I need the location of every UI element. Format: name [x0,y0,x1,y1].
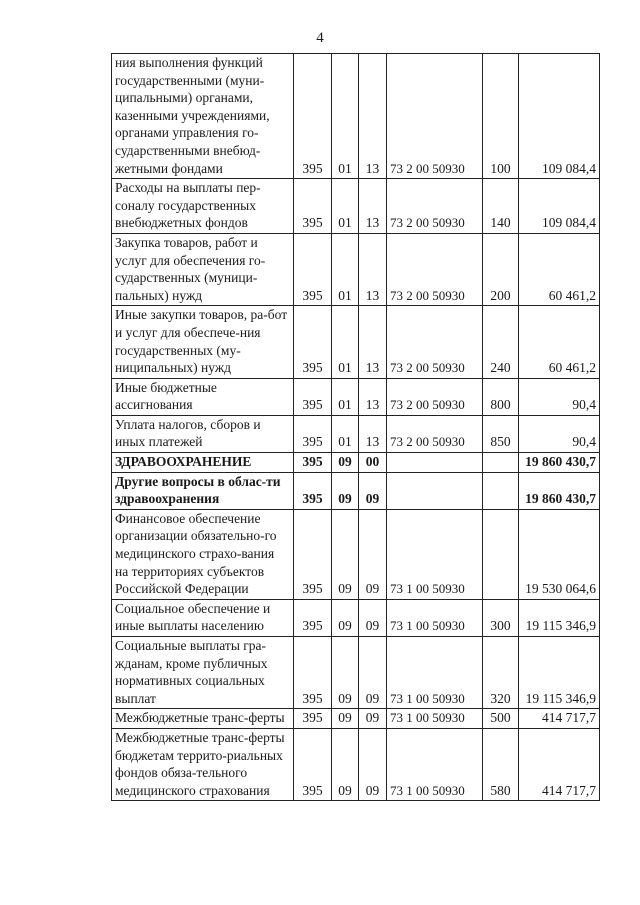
section-code-cell: 09 [332,709,359,729]
amount-cell: 109 084,4 [519,179,600,234]
expense-type-cell [483,509,519,599]
amount-cell: 19 530 064,6 [519,509,600,599]
row-name-cell: Межбюджетные транс-ферты бюджетам террито-риальных фондов обяза-тельного медицинского страхования [112,728,294,800]
row-name-cell: Межбюджетные транс-ферты [112,709,294,729]
target-article-cell: 73 1 00 50930 [387,637,483,709]
subsection-code-cell: 00 [359,453,387,473]
table-row [112,54,600,179]
subsection-code-cell: 13 [359,54,387,179]
page-number: 4 [316,30,324,46]
section-code-cell: 09 [332,509,359,599]
ved-code-cell: 395 [294,233,332,305]
amount-cell: 19 860 430,7 [519,472,600,509]
ved-code-cell: 395 [294,179,332,234]
ved-code-cell: 395 [294,453,332,473]
target-article-cell [387,453,483,473]
budget-table-body [112,54,600,801]
section-code-cell: 01 [332,378,359,415]
amount-cell: 90,4 [519,415,600,452]
target-article-cell: 73 2 00 50930 [387,378,483,415]
expense-type-cell: 140 [483,179,519,234]
amount-cell: 90,4 [519,378,600,415]
ved-code-cell: 395 [294,306,332,378]
row-name-cell: Уплата налогов, сборов и иных платежей [112,415,294,452]
section-code-cell: 01 [332,54,359,179]
expense-type-cell: 300 [483,599,519,636]
row-name-cell: ЗДРАВООХРАНЕНИЕ [112,453,294,473]
table-row [112,599,600,636]
subsection-code-cell: 09 [359,728,387,800]
target-article-cell: 73 2 00 50930 [387,179,483,234]
section-code-cell: 01 [332,306,359,378]
target-article-cell: 73 2 00 50930 [387,233,483,305]
row-name-cell: Социальное обеспечение и иные выплаты населению [112,599,294,636]
subsection-code-cell: 13 [359,179,387,234]
table-row [112,472,600,509]
target-article-cell: 73 1 00 50930 [387,728,483,800]
table-row [112,306,600,378]
subsection-code-cell: 13 [359,306,387,378]
section-code-cell: 09 [332,453,359,473]
section-code-cell: 09 [332,472,359,509]
subsection-code-cell: 09 [359,709,387,729]
table-row [112,709,600,729]
ved-code-cell: 395 [294,599,332,636]
amount-cell: 60 461,2 [519,233,600,305]
expense-type-cell: 580 [483,728,519,800]
section-code-cell: 09 [332,599,359,636]
table-row [112,233,600,305]
ved-code-cell: 395 [294,415,332,452]
target-article-cell: 73 1 00 50930 [387,599,483,636]
expense-type-cell: 240 [483,306,519,378]
section-code-cell: 09 [332,728,359,800]
row-name-cell: Финансовое обеспечение организации обязательно-го медицинского страхо-вания на территориях субъектов Российской Федерации [112,509,294,599]
amount-cell: 60 461,2 [519,306,600,378]
expense-type-cell: 200 [483,233,519,305]
ved-code-cell: 395 [294,509,332,599]
row-name-cell: Другие вопросы в облас-ти здравоохранения [112,472,294,509]
table-row [112,637,600,709]
amount-cell: 19 115 346,9 [519,599,600,636]
section-code-cell: 01 [332,415,359,452]
row-name-cell: Социальные выплаты гра-жданам, кроме публичных нормативных социальных выплат [112,637,294,709]
ved-code-cell: 395 [294,472,332,509]
subsection-code-cell: 09 [359,472,387,509]
table-row [112,728,600,800]
amount-cell: 19 115 346,9 [519,637,600,709]
ved-code-cell: 395 [294,709,332,729]
amount-cell: 414 717,7 [519,709,600,729]
row-name-cell: Расходы на выплаты пер-соналу государственных внебюджетных фондов [112,179,294,234]
target-article-cell [387,472,483,509]
table-row [112,378,600,415]
expense-type-cell: 320 [483,637,519,709]
target-article-cell: 73 2 00 50930 [387,54,483,179]
expense-type-cell: 500 [483,709,519,729]
table-row [112,509,600,599]
expense-type-cell [483,453,519,473]
row-name-cell: Иные закупки товаров, ра-бот и услуг для обеспече-ния государственных (му-ниципальных) нужд [112,306,294,378]
target-article-cell: 73 1 00 50930 [387,509,483,599]
section-code-cell: 01 [332,233,359,305]
ved-code-cell: 395 [294,637,332,709]
table-row [112,415,600,452]
table-row [112,179,600,234]
expense-type-cell: 800 [483,378,519,415]
row-name-cell: Иные бюджетные ассигнования [112,378,294,415]
expense-type-cell: 850 [483,415,519,452]
expense-type-cell [483,472,519,509]
subsection-code-cell: 09 [359,509,387,599]
row-name-cell: ния выполнения функций государственными (муни-ципальными) органами, казенными учреждениями, органами управления го-сударственными внебюд-жетными фондами [112,54,294,179]
section-code-cell: 01 [332,179,359,234]
expense-type-cell: 100 [483,54,519,179]
table-row [112,453,600,473]
subsection-code-cell: 13 [359,415,387,452]
target-article-cell: 73 1 00 50930 [387,709,483,729]
section-code-cell: 09 [332,637,359,709]
row-name-cell: Закупка товаров, работ и услуг для обеспечения го-сударственных (муници-пальных) нужд [112,233,294,305]
subsection-code-cell: 09 [359,599,387,636]
ved-code-cell: 395 [294,378,332,415]
amount-cell: 414 717,7 [519,728,600,800]
target-article-cell: 73 2 00 50930 [387,415,483,452]
subsection-code-cell: 13 [359,233,387,305]
target-article-cell: 73 2 00 50930 [387,306,483,378]
subsection-code-cell: 13 [359,378,387,415]
amount-cell: 19 860 430,7 [519,453,600,473]
ved-code-cell: 395 [294,54,332,179]
subsection-code-cell: 09 [359,637,387,709]
amount-cell: 109 084,4 [519,54,600,179]
budget-table [111,53,600,801]
ved-code-cell: 395 [294,728,332,800]
